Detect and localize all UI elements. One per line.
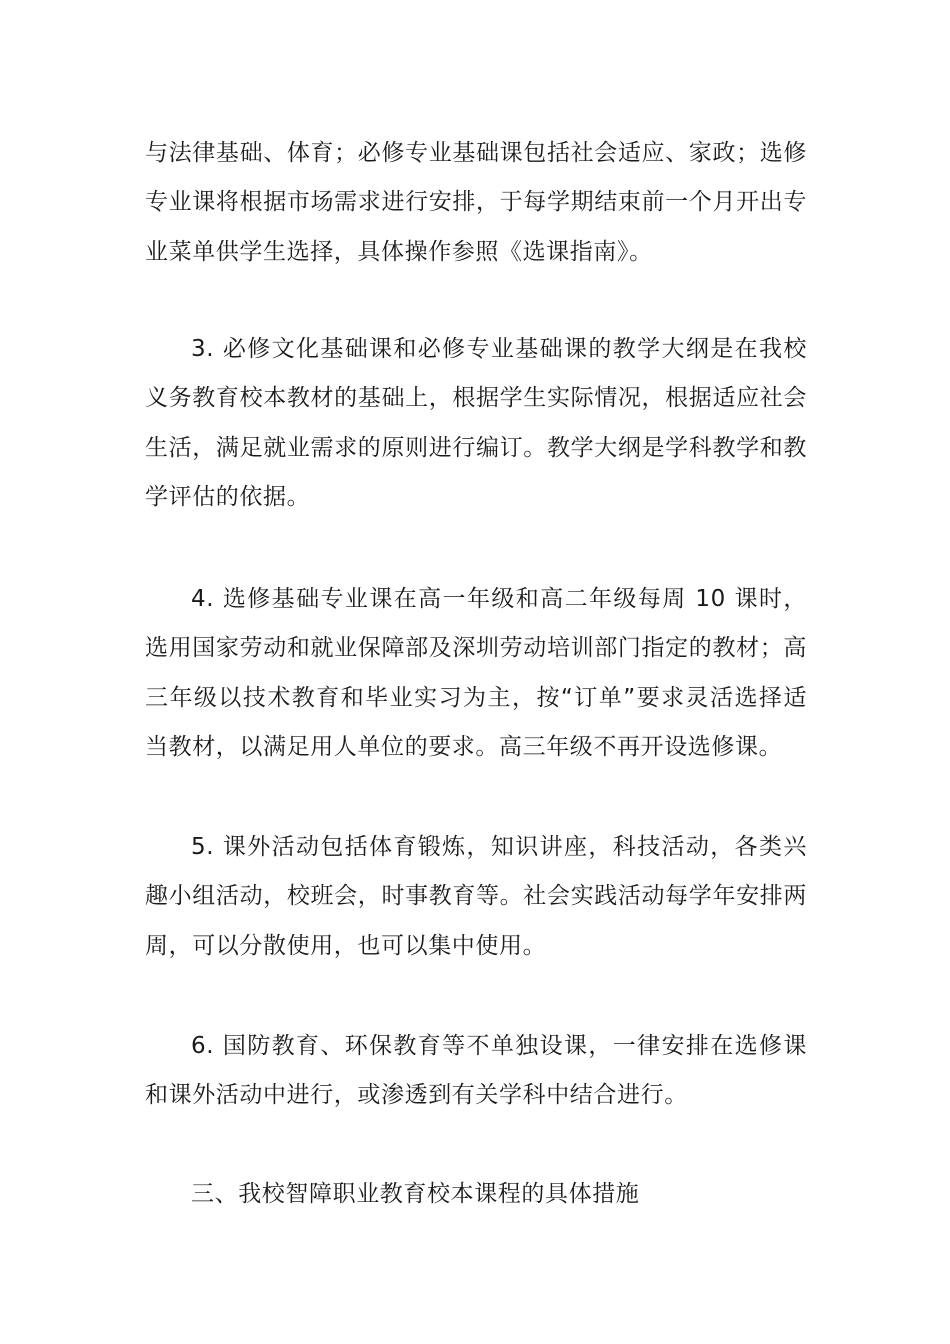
section-heading: 三、我校智障职业教育校本课程的具体措施	[191, 1181, 640, 1207]
paragraph-item-4: 4. 选修基础专业课在高一年级和高二年级每周 10 课时，选用国家劳动和就业保障部及深圳劳动培训部门指定的教材；高三年级以技术教育和毕业实习为主，按“订单”要求灵活选择适当教材，以满足用人单位的要求。高三年级不再开设选修课。	[145, 586, 807, 760]
paragraph-item-5: 5. 课外活动包括体育锻炼，知识讲座，科技活动，各类兴趣小组活动，校班会，时事教育等。社会实践活动每学年安排两周，可以分散使用，也可以集中使用。	[145, 834, 807, 959]
paragraph-item-3: 3. 必修文化基础课和必修专业基础课的教学大纲是在我校义务教育校本教材的基础上，根据学生实际情况，根据适应社会生活，满足就业需求的原则进行编订。教学大纲是学科教学和教学评估的依据。	[145, 336, 807, 510]
paragraph-item-6: 6. 国防教育、环保教育等不单独设课，一律安排在选修课和课外活动中进行，或渗透到有关学科中结合进行。	[145, 1033, 807, 1109]
paragraph-continuation: 与法律基础、体育；必修专业基础课包括社会适应、家政；选修专业课将根据市场需求进行安排，于每学期结束前一个月开出专业菜单供学生选择，具体操作参照《选课指南》。	[145, 140, 807, 265]
